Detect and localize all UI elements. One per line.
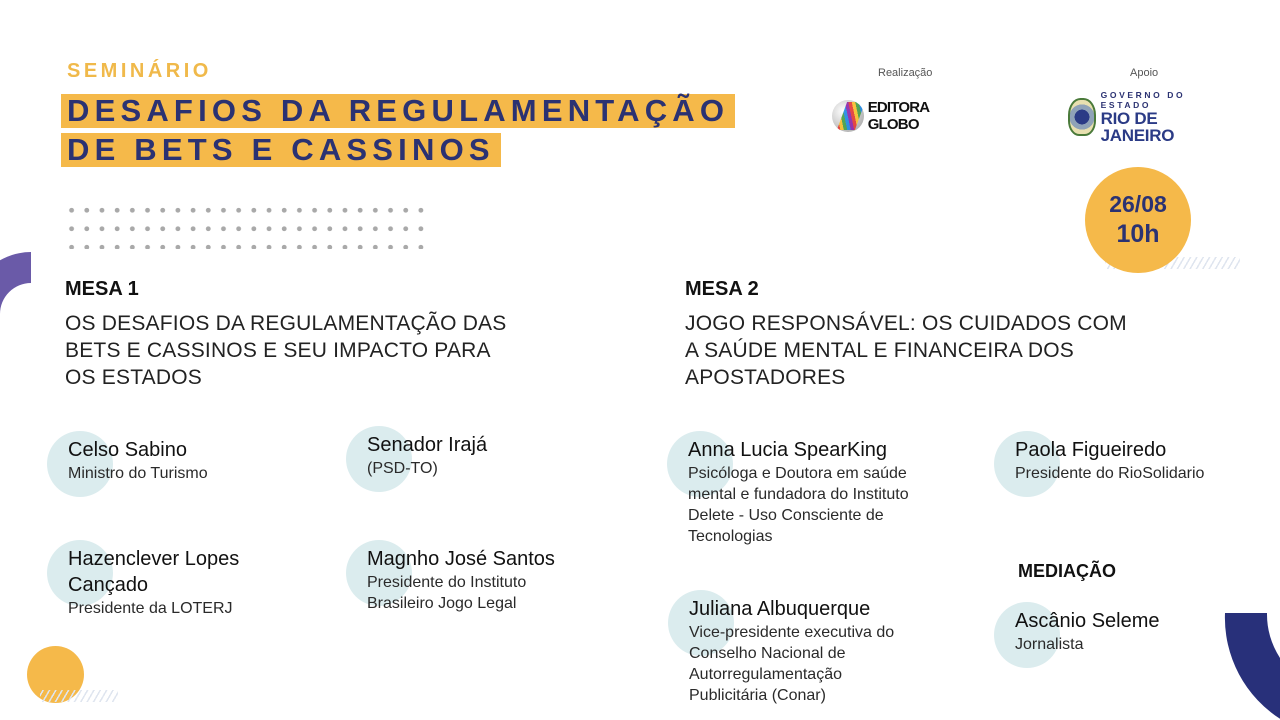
seminar-kicker: SEMINÁRIO [67,60,212,82]
speaker-role: Delete - Uso Consciente de [688,507,884,524]
speaker-card [68,437,208,484]
speaker-name: Paola Figueiredo [1015,439,1167,461]
speaker-role: Presidente do RioSolidario [1015,465,1205,482]
mediacao-heading: MEDIAÇÃO [1018,561,1116,581]
purple-arc-decoration [0,250,40,320]
realizacao-label: Realização [878,67,933,79]
speaker-role: Conselho Nacional de [689,645,846,662]
date-badge [1085,167,1191,273]
mesa2-heading: MESA 2 [685,278,759,300]
mesa2-title-line: JOGO RESPONSÁVEL: OS CUIDADOS COM [685,312,1127,335]
rj-logo-big-text: RIO DE JANEIRO [1100,109,1175,145]
speaker-role: Ministro do Turismo [68,465,208,482]
speaker-role: Autorregulamentação [689,666,842,683]
speaker-card [1015,608,1160,655]
speaker-name: Anna Lucia SpearKing [688,439,888,461]
speaker-role: Presidente do Instituto [367,574,527,591]
mesa1-title-line: BETS E CASSINOS E SEU IMPACTO PARA [65,339,491,362]
speaker-role: Psicóloga e Doutora em saúde [688,465,907,482]
editora-globo-wordmark: EDITORA GLOBO [867,99,929,133]
mesa1-title-line: OS DESAFIOS DA REGULAMENTAÇÃO DAS [65,312,507,335]
mesa2-title [685,310,1127,391]
rj-coat-of-arms-icon [1068,98,1096,136]
governo-rj-logo [1068,90,1228,145]
event-date: 26/08 [1109,191,1167,217]
speaker-role: Jornalista [1015,636,1084,653]
speaker-name: Hazenclever Lopes [68,548,240,570]
event-time: 10h [1116,220,1160,248]
speaker-card [689,596,894,706]
speaker-role: (PSD-TO) [367,460,438,477]
speaker-card [688,437,909,547]
hatch-decoration [40,690,118,702]
apoio-label: Apoio [1130,67,1159,79]
mesa2-title-line: APOSTADORES [685,366,846,389]
speaker-role: Tecnologias [688,528,773,545]
speaker-role: Vice-presidente executiva do [689,624,895,641]
speaker-card [1015,437,1204,484]
speaker-role: mental e fundadora do Instituto [688,486,909,503]
speaker-name: Celso Sabino [68,439,187,461]
globo-sphere-icon [832,100,864,132]
mesa1-heading: MESA 1 [65,278,139,300]
speaker-role: Brasileiro Jogo Legal [367,595,517,612]
speaker-name: Juliana Albuquerque [689,598,871,620]
speaker-card [68,546,239,619]
mesa1-title [65,310,506,391]
speaker-card [367,432,487,479]
dot-grid-decoration [64,201,424,249]
editora-globo-logo [832,99,982,133]
speaker-name: Cançado [68,574,149,596]
speaker-card [367,546,555,614]
speaker-name: Senador Irajá [367,434,488,456]
navy-arc-decoration [1220,610,1280,720]
speaker-role: Presidente da LOTERJ [68,600,233,617]
speaker-role: Publicitária (Conar) [689,687,826,704]
speaker-name: Magnho José Santos [367,548,555,570]
rj-logo-small-text: GOVERNO DO ESTADO [1100,90,1186,110]
seminar-title-line-2: DE BETS E CASSINOS [61,133,501,167]
seminar-title-line-1: DESAFIOS DA REGULAMENTAÇÃO [61,94,735,128]
mesa1-title-line: OS ESTADOS [65,366,202,389]
speaker-name: Ascânio Seleme [1015,610,1160,632]
mesa2-title-line: A SAÚDE MENTAL E FINANCEIRA DOS [685,339,1074,362]
